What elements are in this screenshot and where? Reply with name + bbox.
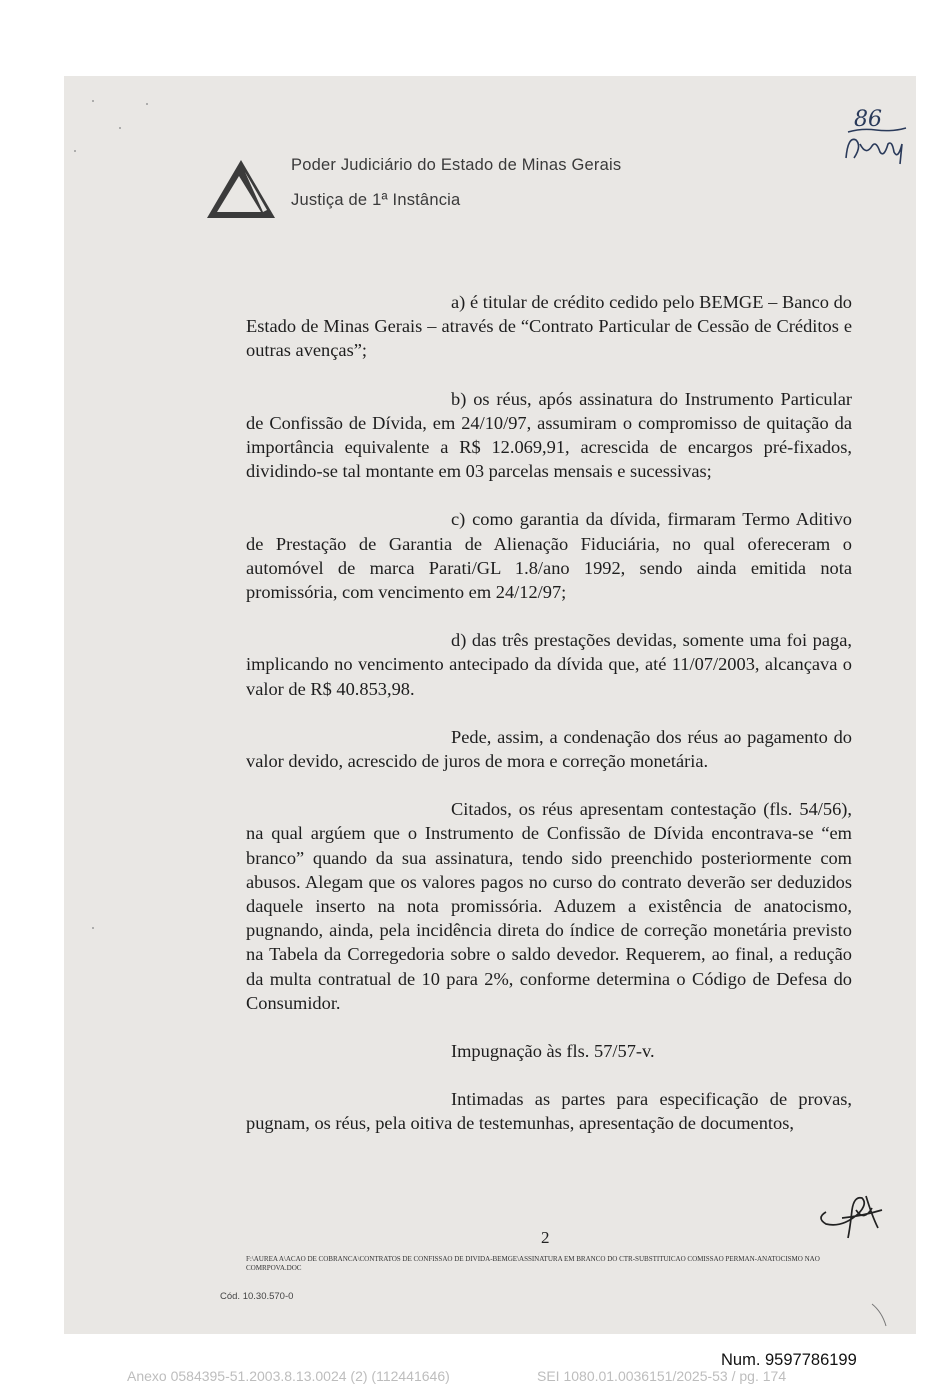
paragraph-impugnation: Impugnação às fls. 57/57-v. xyxy=(451,1041,655,1062)
form-code: Cód. 10.30.570-0 xyxy=(220,1291,294,1302)
footer-sei-reference: SEI 1080.01.0036151/2025-53 / pg. 174 xyxy=(537,1368,787,1384)
signature-mark-icon xyxy=(812,1188,887,1240)
handwritten-page-annotation xyxy=(840,100,910,170)
scan-speck xyxy=(92,927,94,929)
paragraph-c: c) como garantia da dívida, firmaram Termo Aditivo de Prestação de Garantia de Alienação Fiduciária, no qual ofereceram o automóvel de marca Parati/GL 1.8/ano 1992, sendo ainda emitida nota promissória, com vencimento em 24/12/97; xyxy=(246,509,852,603)
court-logo-icon xyxy=(205,158,277,220)
paragraph-request: Pede, assim, a condenação dos réus ao pagamento do valor devido, acrescido de juros de mora e correção monetária. xyxy=(246,726,852,772)
paragraph-a: a) é titular de crédito cedido pelo BEMGE – Banco do Estado de Minas Gerais – através de “Contrato Particular de Cessão de Créditos e outras avenças”; xyxy=(246,292,852,361)
paragraph-d: d) das três prestações devidas, somente uma foi paga, implicando no vencimento antecipado da dívida que, até 11/07/2003, alcançava o valor de R$ 40.853,98. xyxy=(246,630,852,699)
paragraph-defense: Citados, os réus apresentam contestação (fls. 54/56), na qual argúem que o Instrumento de Confissão de Dívida encontrava-se “em branco” quando da sua assinatura, tendo sido preenchido posteriormente com abusos. Alegam que os valores pagos no curso do contrato deverão ser deduzidos daquele inserto na nota promissória. Aduzem a existência de anatocismo, pugnando, ainda, pela incidência direta do índice de correção monetária previsto na Tabela da Corregedoria sobre o saldo devedor. Requerem, ao final, a redução da multa contratual de 10 para 2%, conforme determina o Código de Defesa do Consumidor. xyxy=(246,799,852,1013)
document-body xyxy=(246,290,852,1136)
court-instance: Justiça de 1ª Instância xyxy=(291,191,461,209)
handwritten-annotation-drawing xyxy=(840,100,910,170)
scan-speck xyxy=(119,127,121,129)
corner-pen-mark-icon xyxy=(868,1300,898,1330)
scan-speck xyxy=(92,100,94,102)
document-num: Num. 9597786199 xyxy=(721,1351,857,1369)
court-name: Poder Judiciário do Estado de Minas Gerais xyxy=(291,156,622,174)
file-path: F:\AUREA A\ACAO DE COBRANCA\CONTRATOS DE CONFISSAO DE DIVIDA-BEMGE\ASSINATURA EM BRANCO DO CTR-SUBSTITUICAO COMISSAO PERMAN-ANATOCISMO NAO COMRPOVA.DOC xyxy=(246,1255,820,1272)
paragraph-b: b) os réus, após assinatura do Instrumento Particular de Confissão de Dívida, em 24/10/97, assumiram o compromisso de quitação da importância equivalente a R$ 12.069,91, acrescida de encargos pré-fixados, dividindo-se tal montante em 03 parcelas mensais e sucessivas; xyxy=(246,388,852,482)
page-number: 2 xyxy=(541,1228,550,1247)
footer-annex-reference: Anexo 0584395-51.2003.8.13.0024 (2) (112441646) xyxy=(127,1368,450,1384)
scan-speck xyxy=(146,103,148,105)
paragraph-evidence: Intimadas as partes para especificação de provas, pugnam, os réus, pela oitiva de testemunhas, apresentação de documentos, xyxy=(246,1089,852,1134)
scan-speck xyxy=(74,150,76,152)
annotation-number: 86 xyxy=(854,107,882,132)
